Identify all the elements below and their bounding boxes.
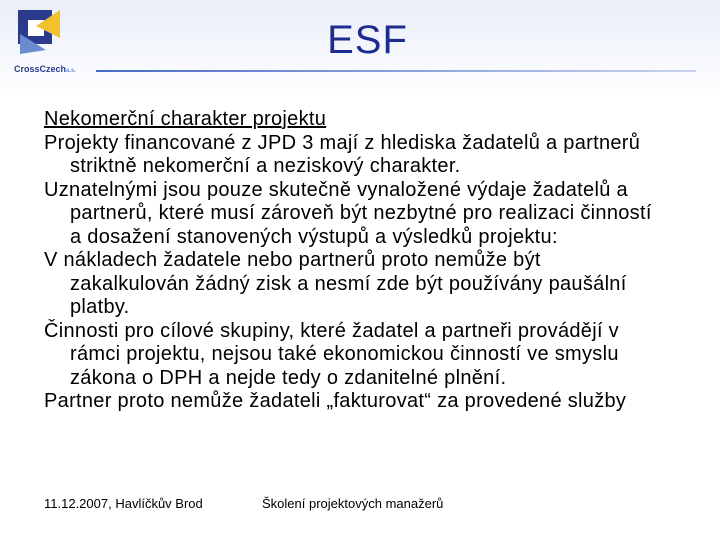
logo-suffix: a.s. xyxy=(66,68,77,74)
paragraph: V nákladech žadatele nebo partnerů proto nemůže být zakalkulován žádný zisk a nesmí zde být používány paušální platby. xyxy=(44,249,627,318)
title-divider xyxy=(96,70,696,72)
footer-date-location: 11.12.2007, Havlíčkův Brod xyxy=(44,496,203,511)
paragraph: Partner proto nemůže žadateli „fakturovat“ za provedené služby xyxy=(44,390,627,412)
slide-title: ESF xyxy=(327,18,408,62)
paragraph: Uznatelnými jsou pouze skutečně vynaložené výdaje žadatelů a partnerů, které musí zároveň být nezbytné pro realizaci činností a dosažení stanovených výstupů a výsledků projektu: xyxy=(44,178,652,248)
paragraph: Činnosti pro cílové skupiny, které žadatel a partneři provádějí v rámci projektu, nejsou také ekonomickou činností ve smyslu zákona o DPH a nejde tedy o zdanitelné plnění. xyxy=(44,319,619,389)
logo-name: CrossCzech xyxy=(14,64,67,74)
section-heading: Nekomerční charakter projektu xyxy=(44,108,327,130)
logo-wordmark xyxy=(14,64,76,74)
footer-event-title: Školení projektových manažerů xyxy=(262,496,444,511)
paragraph: Projekty financované z JPD 3 mají z hlediska žadatelů a partnerů striktně nekomerční a neziskový charakter. xyxy=(44,131,641,177)
slide-body xyxy=(44,108,664,414)
